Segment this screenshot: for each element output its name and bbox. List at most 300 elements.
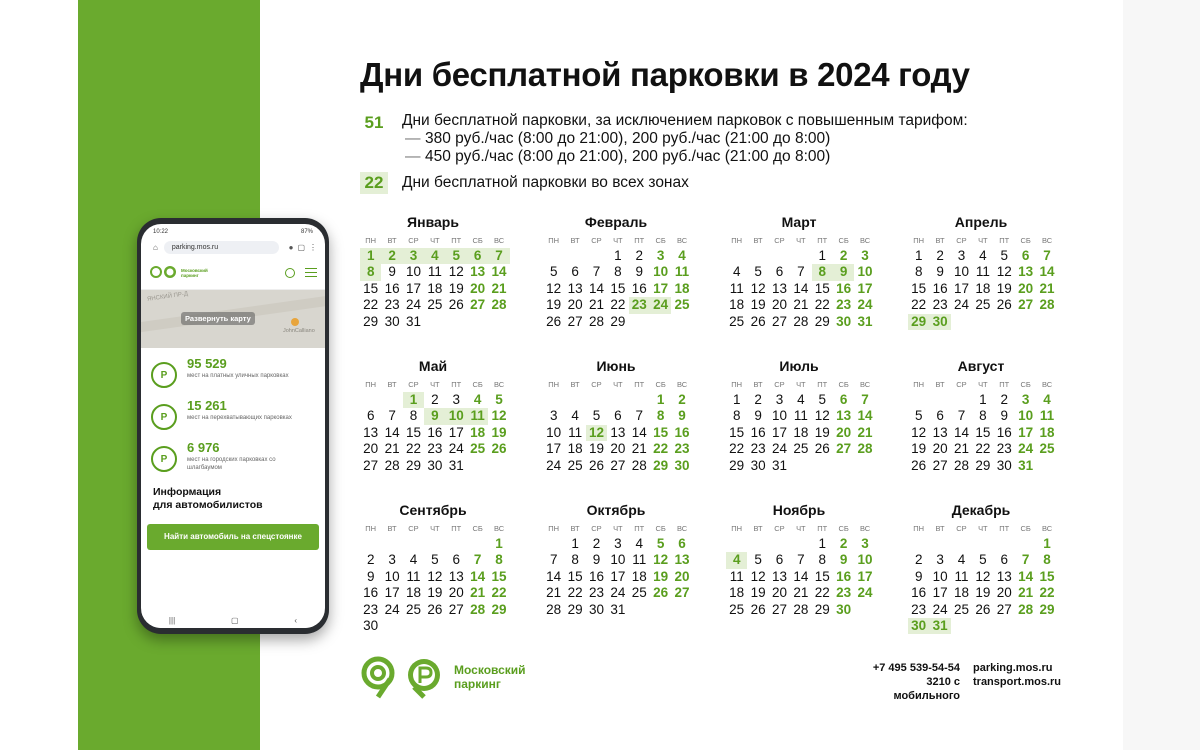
empty-day [747,536,768,552]
calendar-day: 10 [384,568,400,584]
tariff-item [402,130,968,148]
calendar-day: 19 [750,585,766,601]
calendar-day: 25 [975,297,991,313]
calendar-day: 30 [427,457,443,473]
battery-level: 87% [300,229,313,235]
week-row [908,458,1060,474]
calendar-day: 1 [914,248,923,263]
calendar-day: 2 [366,552,375,568]
weekday-label: ЧТ [796,380,806,389]
tariff-list [402,130,968,166]
weekday-label: ПН [365,236,377,245]
calendar-day: 21 [546,585,562,601]
weekday-header [360,376,512,392]
stat-label: мест на платных уличных парковках [187,373,289,379]
calendar-day: 5 [914,408,923,424]
month-name: Декабрь [951,502,1011,518]
stat-label: мест на городских парковках со шлагбаумом [187,457,276,471]
dash: — [405,148,421,165]
calendar-day: 10 [771,408,787,424]
calendar-day: 26 [546,313,562,329]
calendar-day: 24 [932,601,948,617]
weekday-label: ЧТ [613,524,623,533]
calendar-day: 20 [771,297,787,313]
calendar-day: 20 [448,585,464,601]
calendar-day: 10 [857,552,873,568]
weekday-label: ВТ [387,236,397,245]
calendar-day: 20 [836,424,852,440]
calendar-day: 29 [729,457,745,473]
week-row [908,602,1060,618]
calendar-day: 18 [1039,424,1055,440]
user-icon[interactable] [285,268,295,278]
calendar-day: 11 [632,552,647,568]
parking-logo-icon [360,655,446,699]
calendar-day: 21 [793,585,809,601]
calendar-day: 26 [588,457,604,473]
calendar-day: 9 [424,408,445,424]
week-row [543,264,695,280]
month-block [360,502,512,634]
calendar-day: 18 [975,280,991,296]
calendar-day: 4 [797,392,805,407]
calendar-day: 18 [729,585,745,601]
weekday-label: ПН [913,236,925,245]
calendar-day: 1 [656,392,665,407]
map-preview[interactable] [141,290,325,348]
week-row [908,552,1060,568]
calendar-day: 8 [409,408,418,424]
calendar-day: 27 [771,313,787,329]
calendar-day: 21 [857,424,873,440]
week-row [543,441,695,457]
empty-day [929,392,950,408]
recent-apps-icon[interactable]: ||| [168,615,176,625]
calendar-day: 26 [975,601,991,617]
weekday-label: СБ [1020,380,1031,389]
week-row [908,248,1060,264]
empty-day [790,248,811,264]
tariff-text: 380 руб./час (8:00 до 21:00), 200 руб./час (21:00 до 8:00) [425,130,831,147]
calendar-day: 18 [427,280,443,296]
calendar-day: 17 [857,568,873,584]
calendar-day: 27 [610,457,626,473]
calendar-day: 4 [678,248,686,263]
calendar-day: 12 [750,280,766,296]
calendar-day: 27 [448,601,464,617]
stat-value: 6 976 [187,440,220,455]
weekday-label: СР [591,524,602,533]
calendar-day: 22 [405,441,421,457]
week-row [726,408,878,424]
calendar-day: 17 [610,568,626,584]
weekday-label: ВС [493,380,505,389]
site-link[interactable]: transport.mos.ru [973,676,1062,688]
weekday-header [360,232,512,248]
calendar-day: 23 [384,297,400,313]
calendar-day: 30 [363,617,379,633]
week-row [360,602,512,618]
calendar-day: 28 [631,457,647,473]
calendar-day: 24 [857,585,873,601]
calendar-day: 25 [1039,441,1055,457]
calendar-day: 17 [857,280,873,296]
calendar-day: 11 [1039,408,1055,424]
week-row [543,569,695,585]
weekday-label: ПН [548,236,560,245]
calendar-day: 19 [996,280,1012,296]
month-block [543,214,695,330]
calendar-day: 11 [674,264,690,280]
weekday-label: ВТ [935,380,945,389]
calendar-day: 8 [732,408,741,424]
calendar-day: 14 [491,264,507,280]
calendar-day: 9 [833,264,854,280]
calendar-day: 5 [754,264,762,280]
calendar-day: 25 [631,585,647,601]
calendar-day: 22 [491,585,507,601]
calendar-day: 29 [814,313,830,329]
calendar-day: 11 [427,264,442,280]
calendar-day: 4 [979,248,987,263]
calendar-day: 6 [1000,552,1009,568]
week-row [908,585,1060,601]
calendar-day: 12 [546,280,562,296]
calendar-day: 9 [635,264,644,280]
calendar-day: 3 [1021,392,1030,407]
calendar-day: 18 [674,280,690,296]
calendar-day: 26 [750,601,766,617]
legend-text-51: Дни бесплатной парковки, за исключением парковок с повышенным тарифом: [402,112,968,129]
calendar-day: 6 [452,552,461,568]
calendar-day: 25 [953,601,969,617]
calendar-day: 10 [405,264,421,280]
month-block [908,502,1060,634]
weekday-header [908,232,1060,248]
week-row [360,585,512,601]
status-bar [141,226,325,238]
calendar-day: 20 [932,441,948,457]
calendar-day: 22 [1039,585,1055,601]
calendar-day: 6 [839,392,848,407]
calendar-day: 14 [631,424,647,440]
calendar-day: 1 [818,248,827,263]
calendar-day: 19 [546,297,562,313]
weekday-header [543,376,695,392]
calendar-day: 24 [953,297,969,313]
weekday-label: ПТ [999,236,1010,245]
week-row [726,425,878,441]
calendar-day: 29 [653,457,669,473]
calendar-day: 5 [1000,248,1009,263]
calendar-day: 22 [363,297,379,313]
week-row [726,248,878,264]
calendar-day: 26 [427,601,443,617]
calendar-day: 1 [1043,536,1051,551]
calendar-day: 11 [793,408,808,424]
calendar-day: 25 [729,313,745,329]
url-field[interactable]: parking.mos.ru [164,241,279,254]
mic-icon[interactable]: ● [288,242,294,252]
calendar-day: 14 [546,568,562,584]
weekday-label: СР [774,524,785,533]
stat-label: мест на перехватывающих парковках [187,415,292,421]
weekday-label: СБ [472,524,483,533]
info-heading [141,482,325,516]
calendar-day: 29 [1039,601,1055,617]
weekday-label: ВТ [935,524,945,533]
calendar-day: 7 [635,408,644,424]
calendar-day: 8 [812,264,833,280]
calendar-day: 23 [836,585,852,601]
week-row [360,408,512,424]
calendar-day: 9 [388,264,396,280]
weekday-label: СБ [655,380,666,389]
calendar-day: 7 [957,408,966,424]
week-row [543,458,695,474]
empty-day [790,536,811,552]
calendar-day: 29 [814,601,830,617]
week-row [726,585,878,601]
calendar-day: 10 [857,264,873,280]
home-button-icon[interactable]: ▢ [231,615,239,625]
weekday-label: ПН [548,524,560,533]
calendar-day: 29 [363,313,379,329]
calendar-day: 16 [384,280,400,296]
empty-day [629,392,650,408]
calendar-day: 23 [629,297,650,313]
weekday-label: ВТ [570,524,580,533]
weekday-label: ЧТ [978,236,988,245]
calendar-day: 1 [403,392,424,408]
home-icon[interactable]: ⌂ [153,242,158,252]
calendar-day: 31 [857,313,873,329]
week-row [543,408,695,424]
calendar-day: 17 [448,424,464,440]
calendar-day: 24 [448,441,464,457]
weekday-label: ВТ [753,380,763,389]
calendar-day: 2 [678,392,686,407]
weekday-label: ПН [731,524,743,533]
calendar-day: 28 [1039,297,1055,313]
page-title: Дни бесплатной парковки в 2024 году [360,56,970,93]
calendar-day: 3 [861,536,869,551]
calendar-day: 3 [936,552,944,568]
week-row [543,585,695,601]
calendar-day: 30 [588,601,604,617]
calendar-day: 14 [470,568,486,584]
calendar-day: 14 [588,280,604,296]
weekday-label: ЧТ [613,380,623,389]
calendar-day: 26 [996,297,1012,313]
calendar-day: 10 [1018,408,1034,424]
empty-day [446,536,467,552]
calendar-day: 23 [363,601,379,617]
weekday-label: ЧТ [430,236,440,245]
weekday-label: СБ [472,380,483,389]
week-row [726,602,878,618]
calendar-day: 18 [729,297,745,313]
calendar-day: 13 [836,408,852,424]
site-logo[interactable] [149,265,208,281]
calendar-day: 23 [427,441,443,457]
calendar-day: 7 [1021,552,1030,568]
week-row [908,314,1060,330]
weekday-label: СР [408,524,419,533]
weekday-label: ПТ [451,236,462,245]
weekday-label: ВС [1041,236,1053,245]
map-street-label: ЯНСКИЙ ПР-Д [146,291,189,303]
tabs-icon[interactable]: ▢ [297,242,305,252]
calendar-day: 4 [424,248,445,264]
week-row [360,441,512,457]
calendar-day: 16 [588,568,604,584]
month-block [360,214,512,330]
expand-map-button[interactable]: Развернуть карту [181,312,255,325]
calendar-day: 3 [775,392,784,407]
week-row [543,425,695,441]
more-icon[interactable]: ⋮ [309,242,317,252]
calendar-day: 27 [932,457,948,473]
calendar-day: 3 [957,248,966,263]
calendar-day: 1 [360,248,381,264]
weekday-label: ПН [548,380,560,389]
weekday-label: ЧТ [978,524,988,533]
week-row [726,536,878,552]
weekday-label: ПТ [999,524,1010,533]
map-place-label: JohnCalliano [283,328,315,334]
week-row [360,425,512,441]
calendar-day: 2 [839,536,848,551]
calendar-day: 4 [726,552,747,568]
calendar-day: 3 [388,552,396,568]
calendar-day: 13 [610,424,626,440]
calendar-day: 5 [979,552,987,568]
weekday-header [360,520,512,536]
empty-day [381,392,402,408]
calendar-day: 2 [839,248,848,263]
calendar-day: 2 [1000,392,1009,407]
calendar-day: 12 [448,264,464,280]
calendar-day: 1 [571,536,579,551]
empty-day [908,536,929,552]
weekday-label: ПН [365,524,377,533]
calendar-day: 16 [911,585,927,601]
calendar-day: 1 [732,392,741,407]
weekday-label: ВС [493,236,505,245]
find-car-button[interactable]: Найти автомобиль на спецстоянке [147,524,319,550]
mobile-number: 3210 с мобильного [893,676,960,702]
moscow-parking-logo [360,655,526,699]
calendar-day: 27 [1018,297,1034,313]
calendar-day: 28 [857,441,873,457]
calendar-day: 15 [363,280,379,296]
calendar-day: 1 [979,392,987,407]
weekday-label: ВТ [935,236,945,245]
calendar-day: 6 [775,264,784,280]
legend-count-22: 22 [360,172,388,194]
calendar-day: 6 [1021,248,1030,263]
calendar-day: 14 [1018,568,1034,584]
calendar-day: 5 [592,408,601,424]
calendar-day: 26 [491,441,507,457]
calendar-day: 19 [750,297,766,313]
calendar-day: 9 [754,408,762,424]
calendar-day: 16 [932,280,948,296]
calendar-day: 20 [470,280,486,296]
calendar-day: 4 [571,408,579,424]
calendar-day: 19 [911,441,927,457]
week-row [360,314,512,330]
calendar-day: 8 [818,552,827,568]
calendar-day: 27 [470,297,486,313]
calendar-day: 10 [653,264,669,280]
weekday-label: ЧТ [613,236,623,245]
empty-day [1015,536,1036,552]
stat-item [151,398,315,430]
calendar-day: 2 [635,248,644,263]
calendar-day: 24 [546,457,562,473]
site-link[interactable]: parking.mos.ru [973,662,1053,674]
calendar-day: 6 [678,536,686,551]
calendar-day: 20 [996,585,1012,601]
calendar-day: 27 [567,313,583,329]
calendar-day: 9 [366,568,375,584]
calendar-day: 3 [403,248,424,264]
calendar-day: 21 [631,441,647,457]
week-row [726,264,878,280]
calendar-day: 22 [911,297,927,313]
calendar-day: 3 [656,248,665,263]
month-name: Июнь [596,358,636,374]
calendar-day: 17 [653,280,669,296]
week-row [908,441,1060,457]
calendar-day: 21 [384,441,400,457]
weekday-label: ВС [859,236,871,245]
logo-text [454,663,526,691]
month-name: Октябрь [586,502,646,518]
calendar-day: 22 [975,441,991,457]
calendar-day: 9 [678,408,686,424]
weekday-label: СР [774,380,785,389]
weekday-label: ПТ [634,524,645,533]
calendar-day: 19 [448,280,464,296]
week-row [908,408,1060,424]
weekday-label: СБ [1020,236,1031,245]
calendar-day: 28 [1018,601,1034,617]
calendar-day: 7 [388,408,396,424]
calendar-day: 9 [1000,408,1009,424]
weekday-label: СР [408,380,419,389]
weekday-label: ПТ [817,524,828,533]
calendar-day: 8 [979,408,987,424]
week-row [908,536,1060,552]
calendar-day: 18 [793,424,809,440]
week-row [360,536,512,552]
week-row [908,425,1060,441]
weekday-header [543,232,695,248]
calendar-day: 11 [975,264,990,280]
calendar-day: 15 [610,280,626,296]
month-name: Апрель [954,214,1008,230]
week-row [908,264,1060,280]
header-icons [285,268,317,278]
month-name: Февраль [584,214,648,230]
menu-icon[interactable] [305,268,317,277]
back-icon[interactable]: ‹ [294,615,298,625]
weekday-label: СБ [655,236,666,245]
calendar-day: 15 [911,280,927,296]
